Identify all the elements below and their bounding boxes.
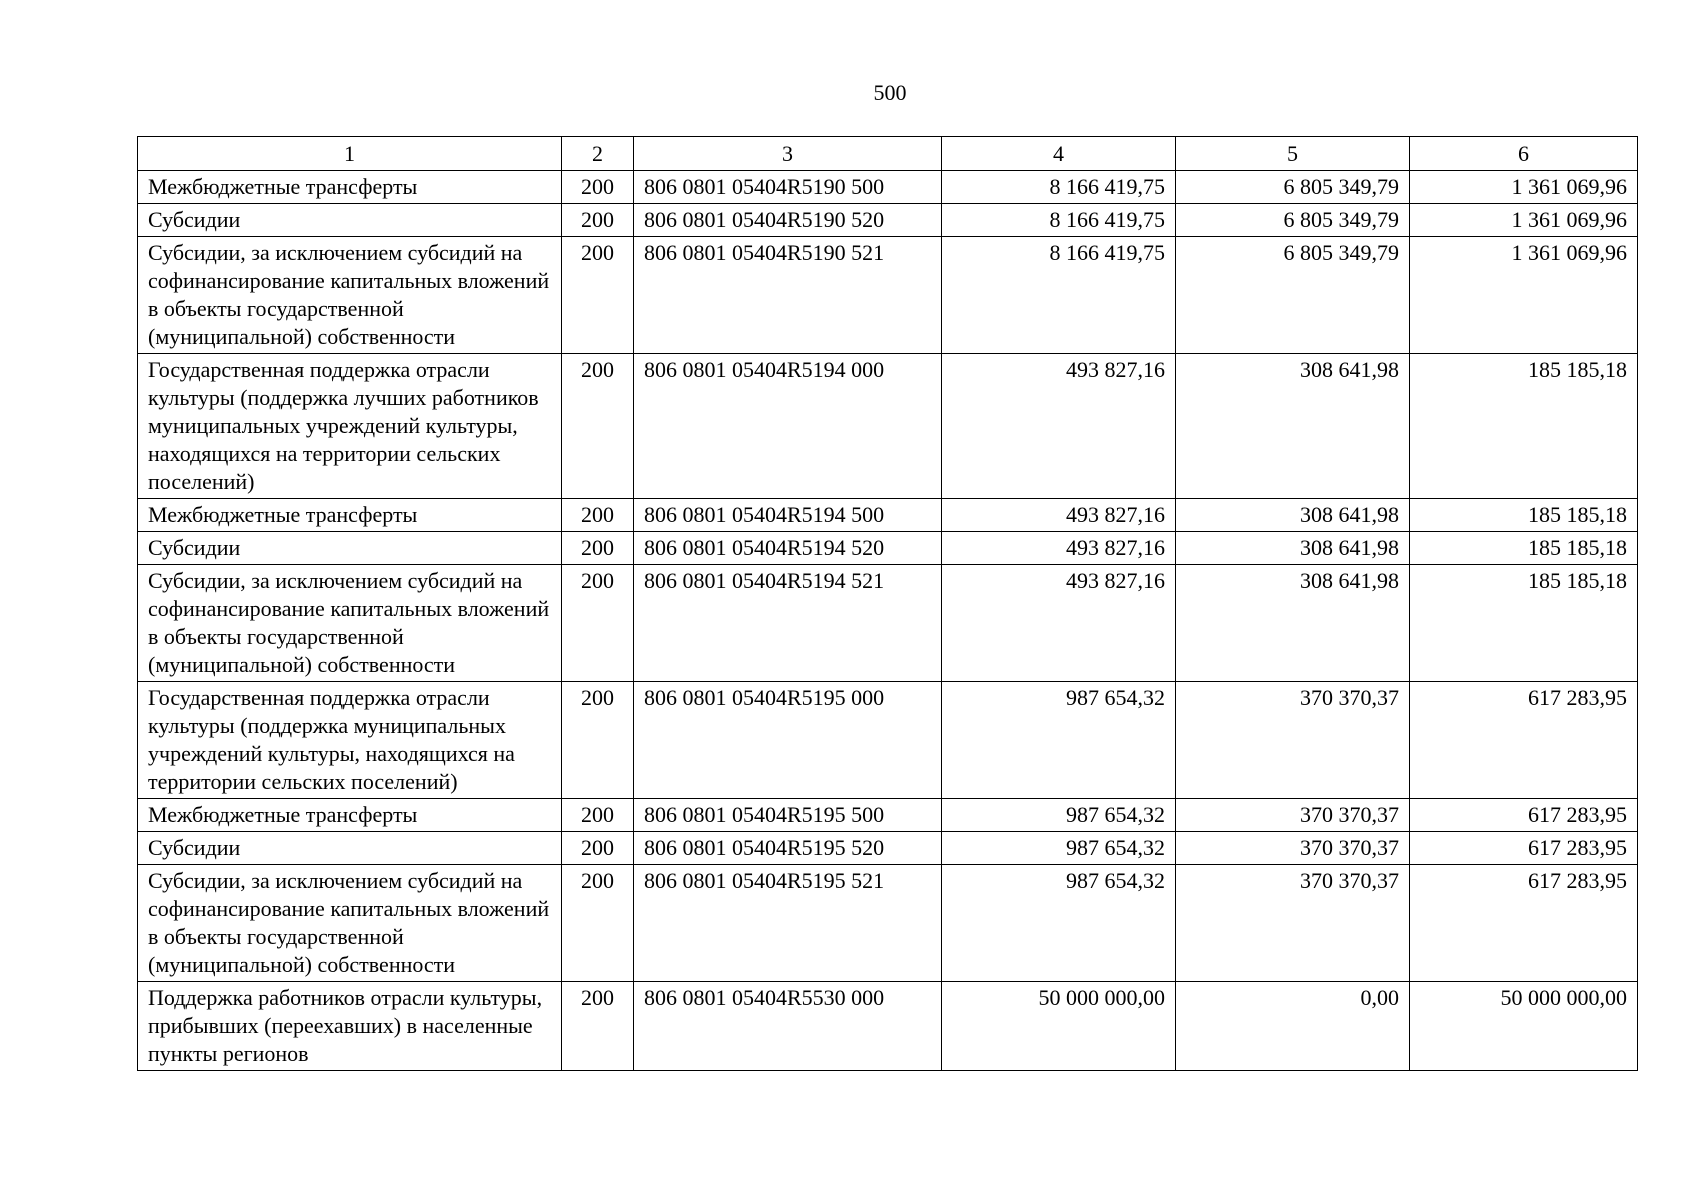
column-header: 1 [138, 137, 562, 171]
table-row [138, 799, 1638, 832]
row-code-cell: 806 0801 05404R5190 520 [634, 204, 942, 237]
row-amount-4-cell: 8 166 419,75 [942, 204, 1176, 237]
column-header: 6 [1410, 137, 1638, 171]
row-amount-4-cell: 50 000 000,00 [942, 982, 1176, 1071]
row-name-cell: Субсидии, за исключением субсидий на софинансирование капитальных вложений в объекты государственной (муниципальной) собственности [138, 565, 562, 682]
row-name-cell: Межбюджетные трансферты [138, 799, 562, 832]
row-name-cell: Государственная поддержка отрасли культуры (поддержка лучших работников муниципальных учреждений культуры, находящихся на территории сельских поселений) [138, 354, 562, 499]
row-amount-4-cell: 493 827,16 [942, 532, 1176, 565]
row-amount-6-cell: 1 361 069,96 [1410, 171, 1638, 204]
column-header: 3 [634, 137, 942, 171]
row-code-cell: 806 0801 05404R5194 521 [634, 565, 942, 682]
row-amount-5-cell: 308 641,98 [1176, 532, 1410, 565]
row-amount-5-cell: 370 370,37 [1176, 682, 1410, 799]
page-number: 500 [873, 80, 907, 105]
row-amount-4-cell: 987 654,32 [942, 682, 1176, 799]
row-code-cell: 806 0801 05404R5194 500 [634, 499, 942, 532]
row-amount-6-cell: 185 185,18 [1410, 499, 1638, 532]
row-amount-6-cell: 185 185,18 [1410, 532, 1638, 565]
budget-table [137, 136, 1638, 1071]
table-row [138, 565, 1638, 682]
row-num-cell: 200 [562, 682, 634, 799]
row-name-cell: Субсидии [138, 204, 562, 237]
row-num-cell: 200 [562, 799, 634, 832]
column-header: 2 [562, 137, 634, 171]
row-code-cell: 806 0801 05404R5195 000 [634, 682, 942, 799]
row-name-cell: Субсидии, за исключением субсидий на софинансирование капитальных вложений в объекты государственной (муниципальной) собственности [138, 865, 562, 982]
table-row [138, 171, 1638, 204]
row-code-cell: 806 0801 05404R5195 520 [634, 832, 942, 865]
row-amount-5-cell: 308 641,98 [1176, 565, 1410, 682]
row-amount-5-cell: 370 370,37 [1176, 799, 1410, 832]
row-name-cell: Межбюджетные трансферты [138, 499, 562, 532]
row-num-cell: 200 [562, 865, 634, 982]
row-amount-5-cell: 6 805 349,79 [1176, 171, 1410, 204]
row-code-cell: 806 0801 05404R5194 520 [634, 532, 942, 565]
row-name-cell: Субсидии [138, 532, 562, 565]
row-amount-6-cell: 185 185,18 [1410, 565, 1638, 682]
row-amount-5-cell: 370 370,37 [1176, 832, 1410, 865]
table-row [138, 354, 1638, 499]
column-header: 4 [942, 137, 1176, 171]
row-name-cell: Государственная поддержка отрасли культуры (поддержка муниципальных учреждений культуры, находящихся на территории сельских поселений) [138, 682, 562, 799]
row-amount-6-cell: 1 361 069,96 [1410, 204, 1638, 237]
row-amount-6-cell: 617 283,95 [1410, 799, 1638, 832]
row-amount-4-cell: 987 654,32 [942, 865, 1176, 982]
table-row [138, 499, 1638, 532]
row-amount-4-cell: 8 166 419,75 [942, 171, 1176, 204]
row-amount-6-cell: 185 185,18 [1410, 354, 1638, 499]
row-amount-6-cell: 617 283,95 [1410, 682, 1638, 799]
table-header-row [138, 137, 1638, 171]
table-row [138, 532, 1638, 565]
row-name-cell: Поддержка работников отрасли культуры, прибывших (переехавших) в населенные пункты регионов [138, 982, 562, 1071]
row-num-cell: 200 [562, 171, 634, 204]
row-code-cell: 806 0801 05404R5190 521 [634, 237, 942, 354]
table-row [138, 682, 1638, 799]
table-row [138, 865, 1638, 982]
row-num-cell: 200 [562, 204, 634, 237]
row-amount-6-cell: 50 000 000,00 [1410, 982, 1638, 1071]
row-code-cell: 806 0801 05404R5530 000 [634, 982, 942, 1071]
row-amount-4-cell: 493 827,16 [942, 565, 1176, 682]
row-amount-5-cell: 0,00 [1176, 982, 1410, 1071]
row-code-cell: 806 0801 05404R5195 500 [634, 799, 942, 832]
row-amount-4-cell: 8 166 419,75 [942, 237, 1176, 354]
row-code-cell: 806 0801 05404R5194 000 [634, 354, 942, 499]
row-amount-4-cell: 493 827,16 [942, 499, 1176, 532]
row-amount-6-cell: 617 283,95 [1410, 865, 1638, 982]
column-header: 5 [1176, 137, 1410, 171]
row-amount-6-cell: 617 283,95 [1410, 832, 1638, 865]
table-row [138, 982, 1638, 1071]
row-amount-5-cell: 370 370,37 [1176, 865, 1410, 982]
row-num-cell: 200 [562, 832, 634, 865]
row-name-cell: Субсидии [138, 832, 562, 865]
table-row [138, 204, 1638, 237]
row-num-cell: 200 [562, 354, 634, 499]
table-row [138, 237, 1638, 354]
row-num-cell: 200 [562, 982, 634, 1071]
row-amount-5-cell: 308 641,98 [1176, 354, 1410, 499]
row-amount-5-cell: 6 805 349,79 [1176, 204, 1410, 237]
row-amount-4-cell: 987 654,32 [942, 799, 1176, 832]
row-name-cell: Субсидии, за исключением субсидий на софинансирование капитальных вложений в объекты государственной (муниципальной) собственности [138, 237, 562, 354]
row-code-cell: 806 0801 05404R5195 521 [634, 865, 942, 982]
row-amount-5-cell: 308 641,98 [1176, 499, 1410, 532]
row-amount-4-cell: 987 654,32 [942, 832, 1176, 865]
row-code-cell: 806 0801 05404R5190 500 [634, 171, 942, 204]
row-num-cell: 200 [562, 532, 634, 565]
row-amount-4-cell: 493 827,16 [942, 354, 1176, 499]
row-num-cell: 200 [562, 237, 634, 354]
row-name-cell: Межбюджетные трансферты [138, 171, 562, 204]
row-num-cell: 200 [562, 499, 634, 532]
table-row [138, 832, 1638, 865]
row-num-cell: 200 [562, 565, 634, 682]
row-amount-6-cell: 1 361 069,96 [1410, 237, 1638, 354]
row-amount-5-cell: 6 805 349,79 [1176, 237, 1410, 354]
